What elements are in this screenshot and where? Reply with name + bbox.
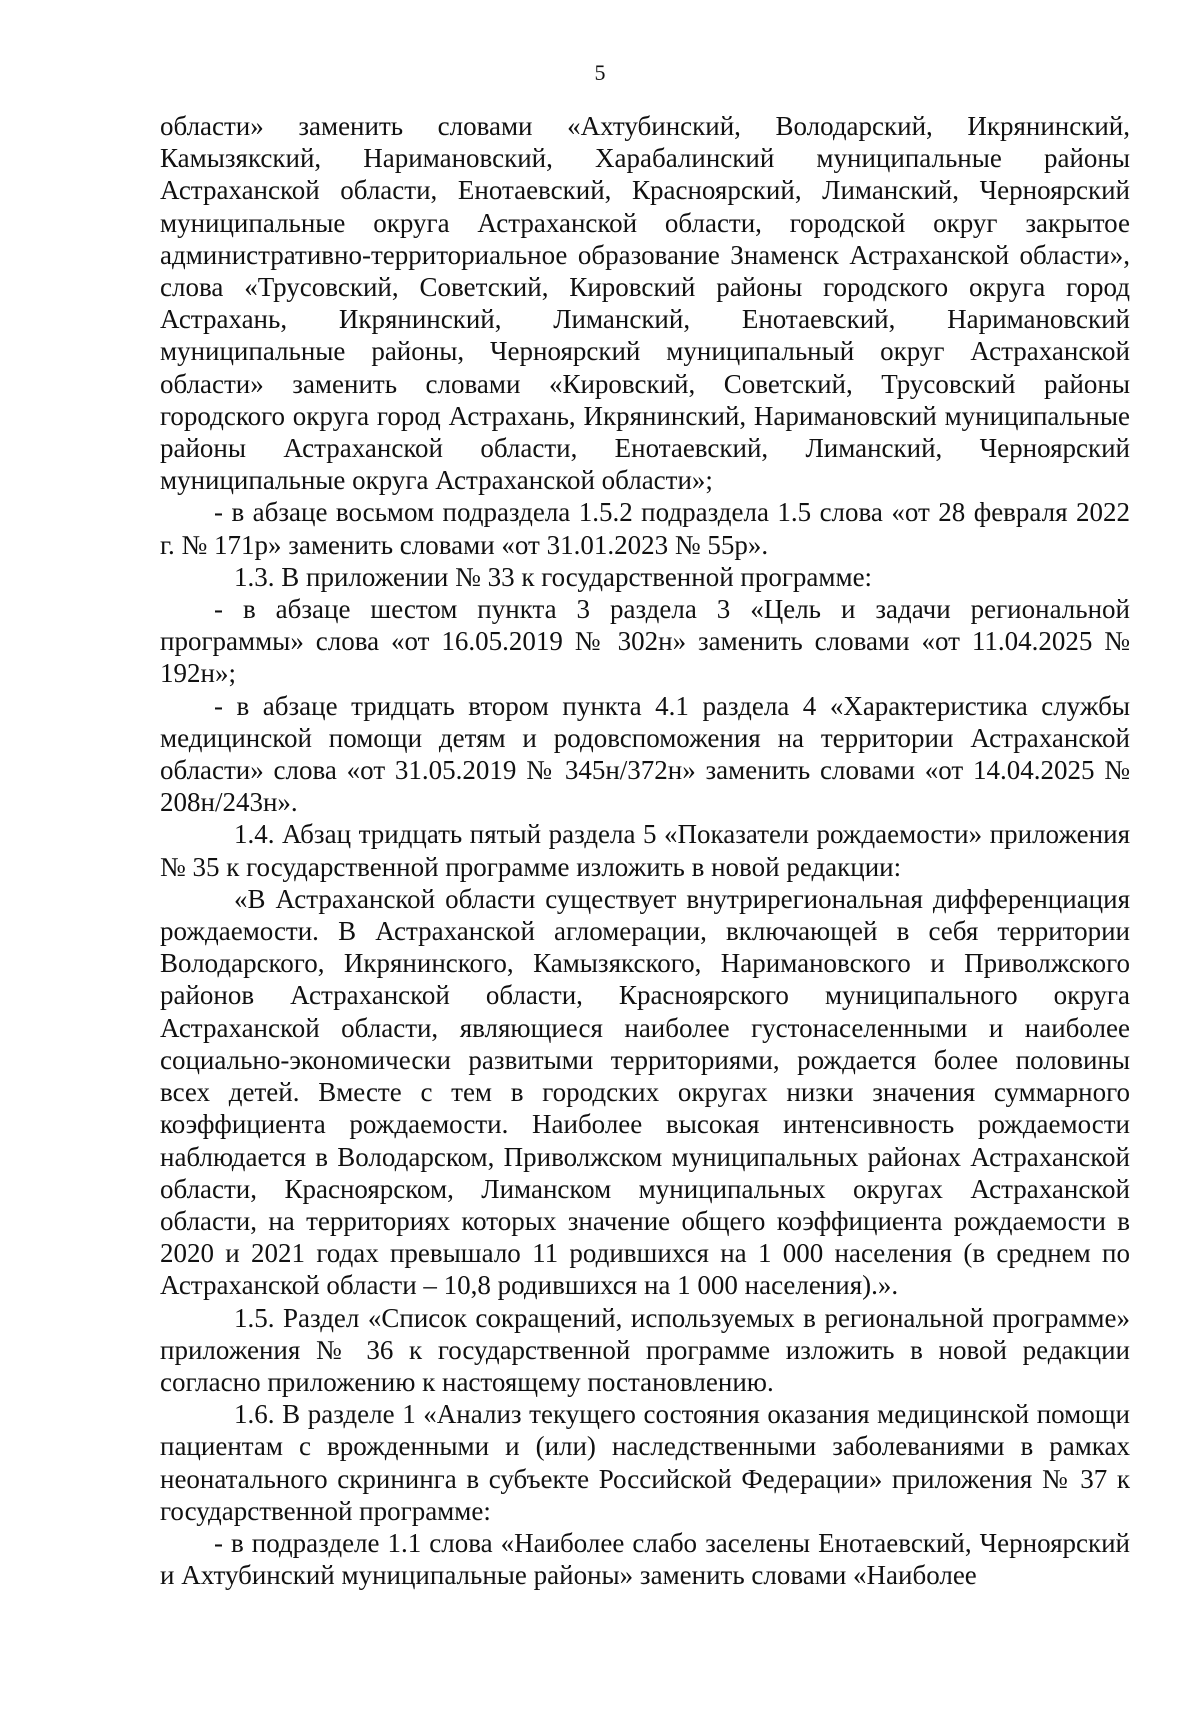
paragraph-quote: «В Астраханской области существует внутрирегиональная дифференциация рождаемости. В Астраханской агломерации, включающей в себя территории Володарского, Икрянинского, Камызякского, Наримановского и Приволжского районов Астраханской области, Красноярского муниципального округа Астраханской области, являющиеся наиболее густонаселенными и наиболее социально-экономически развитыми территориями, рождается более половины всех детей. Вместе с тем в городских округах низки значения суммарного коэффициента рождаемости. Наиболее высокая интенсивность рождаемости наблюдается в Володарском, Приволжском муниципальных районах Астраханской области, Красноярском, Лиманском муниципальных округах Астраханской области, на территориях которых значение общего коэффициента рождаемости в 2020 и 2021 годах превышало 11 родившихся на 1 000 населения (в среднем по Астраханской области – 10,8 родившихся на 1 000 населения).».	[160, 883, 1130, 1301]
paragraph-continuation: области» заменить словами «Ахтубинский, Володарский, Икрянинский, Камызякский, Наримановский, Харабалинский муниципальные районы Астраханской области, Енотаевский, Красноярский, Лиманский, Черноярский муниципальные округа Астраханской области, городской округ закрытое административно-территориальное образование Знаменск Астраханской области», слова «Трусовский, Советский, Кировский районы городского округа город Астрахань, Икрянинский, Лиманский, Енотаевский, Наримановский муниципальные районы, Черноярский муниципальный округ Астраханской области» заменить словами «Кировский, Советский, Трусовский районы городского округа город Астрахань, Икрянинский, Наримановский муниципальные районы Астраханской области, Енотаевский, Лиманский, Черноярский муниципальные округа Астраханской области»;	[160, 111, 1130, 496]
page-number: 5	[594, 60, 606, 85]
paragraph-section-1-4: 1.4. Абзац тридцать пятый раздела 5 «Показатели рождаемости» приложения № 35 к государственной программе изложить в новой редакции:	[160, 819, 1130, 882]
document-body	[160, 110, 1130, 1591]
paragraph-item: - в подразделе 1.1 слова «Наиболее слабо заселены Енотаевский, Черноярский и Ахтубинский муниципальные районы» заменить словами «Наиболее	[160, 1527, 1130, 1591]
paragraph-section-1-6: 1.6. В разделе 1 «Анализ текущего состояния оказания медицинской помощи пациентам с врожденными и (или) наследственными заболеваниями в рамках неонатального скрининга в субъекте Российской Федерации» приложения № 37 к государственной программе:	[160, 1399, 1130, 1526]
paragraph-item: - в абзаце восьмом подраздела 1.5.2 подраздела 1.5 слова «от 28 февраля 2022 г. № 171р» заменить словами «от 31.01.2023 № 55р».	[160, 497, 1130, 560]
paragraph-section-1-5: 1.5. Раздел «Список сокращений, используемых в региональной программе» приложения № 36 к государственной программе изложить в новой редакции согласно приложению к настоящему постановлению.	[160, 1302, 1130, 1397]
paragraph-item: - в абзаце шестом пункта 3 раздела 3 «Цель и задачи региональной программы» слова «от 16.05.2019 № 302н» заменить словами «от 11.04.2025 № 192н»;	[160, 594, 1130, 689]
paragraph-item: - в абзаце тридцать втором пункта 4.1 раздела 4 «Характеристика службы медицинской помощи детям и родовспоможения на территории Астраханской области» слова «от 31.05.2019 № 345н/372н» заменить словами «от 14.04.2025 № 208н/243н».	[160, 690, 1130, 818]
paragraph-section-1-3: 1.3. В приложении № 33 к государственной программе:	[234, 561, 873, 592]
